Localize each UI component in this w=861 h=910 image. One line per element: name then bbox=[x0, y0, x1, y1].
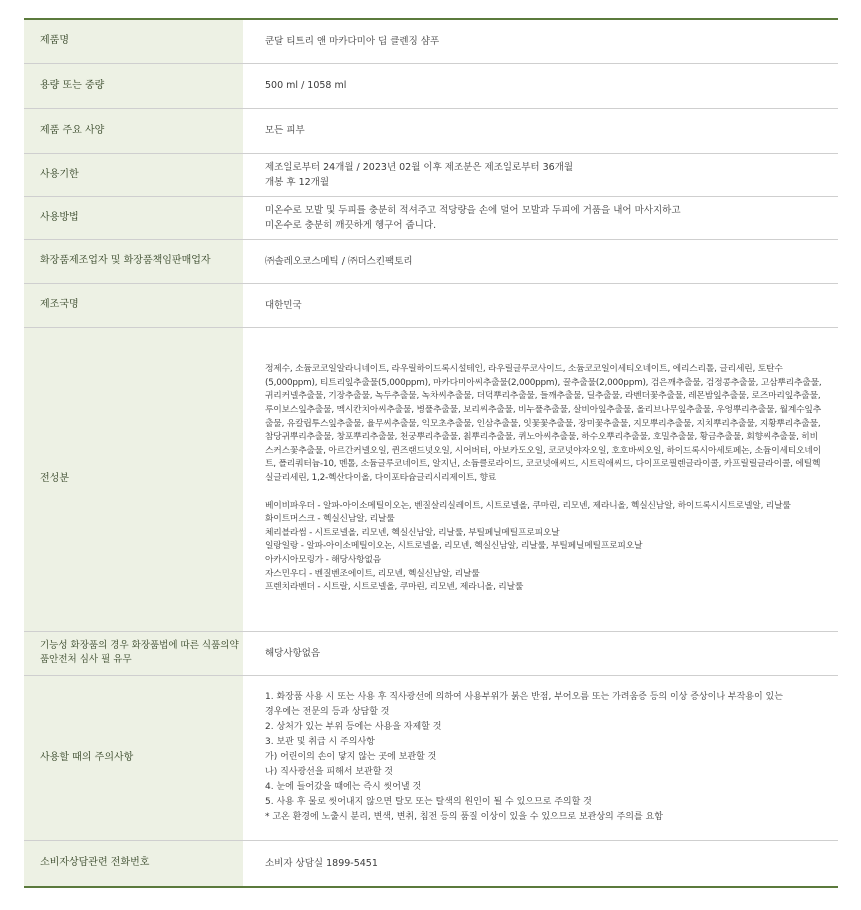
row-label: 사용할 때의 주의사항 bbox=[24, 675, 243, 840]
row-label: 사용기한 bbox=[24, 153, 243, 196]
table-row bbox=[24, 327, 838, 631]
row-label: 소비자상담관련 전화번호 bbox=[24, 840, 243, 887]
row-value: 500 ml / 1058 ml bbox=[243, 63, 838, 108]
spacer bbox=[265, 486, 824, 500]
row-value: 소비자 상담실 1899-5451 bbox=[265, 857, 378, 869]
product-info-notice bbox=[24, 18, 838, 888]
table-row bbox=[24, 153, 838, 196]
table-row bbox=[24, 63, 838, 108]
table-row bbox=[24, 675, 838, 840]
table-row bbox=[24, 631, 838, 675]
row-value: 해당사항없음 bbox=[243, 631, 838, 675]
fragrance-ingredients-list: 베이비파우더 - 알파-아이소메틸이오논, 벤질살리실레이트, 시트로넬올, 쿠마린, 리모넨, 제라니올, 헥실신남알, 하이드록시시트로넬알, 리날룰 화이트머스크 - 헥실신남알, 리날룰 체리블라썸 - 시트로넬올, 리모넨, 헥실신남알, 리날룰, 부틸페닐메틸프로피오날 일랑일랑 - 알파-아이소메틸이오논, 시트로넬올, 리모넨, 헥실신남알, 리날룰, 부틸페닐메틸프로피오날 아카시아모링가 - 해당사항없음 자스민우디 - 벤질벤조에이트, 리모넨, 헥실신남알, 리날룰 프렌치라벤더 - 시트랄, 시트로넬올, 쿠마린, 리모넨, 제라니올, 리날룰 bbox=[265, 500, 791, 593]
ingredients-list: 정제수, 소듐코코일알라니네이트, 라우릴하이드록시설테인, 라우릴글루코사이드, 소듐코코일이세티오네이트, 에리스리톨, 글리세린, 토탄수(5,000ppm), 티트리잎추출물(5,000ppm), 마카다미아씨추출물(2,000ppm), 꿀추출물(2,000ppm), 검은깨추출물, 검정콩추출물, 고삼뿌리추출물, 귀리커넬추출물, 기장추출물, 녹두추출물, 녹차씨추출물, 더덕뿌리추출물, 들깨추출물, 딜추출물, 라벤더꽃추출물, 레몬밤잎추출물, 로즈마리잎추출물, 루이보스잎추출물, 멕시칸치아씨추출물, 병풀추출물, 보리씨추출물, 비누풀추출물, 살비아잎추출물, 올리브나무잎추출물, 우엉뿌리추출물, 월계수잎추출물, 유칼립투스잎추출물, 율무씨추출물, 익모초추출물, 인삼추출물, 잇꽃꽃추출물, 장미꽃추출물, 지모뿌리추출물, 지치뿌리추출물, 지황뿌리추출물, 참당귀뿌리추출물, 창포뿌리추출물, 천궁뿌리추출물, 칡뿌리추출물, 퀴노아씨추출물, 하수오뿌리추출물, 호밀추출물, 황금추출물, 회향씨추출물, 히비스커스꽃추출물, 아르간커넬오일, 퀸즈랜드넛오일, 시어버터, 아보카도오일, 코코넛야자오일, 호호바씨오일, 하이드록시아세토페논, 소듐이세티오네이트, 폴리쿼터늄-10, 멘톨, 소듐글루코네이트, 알지닌, 소듐클로라이드, 코코넛애씨드, 시트릭애씨드, 다이프로필렌글라이콜, 카프릴릴글라이콜, 에틸헥실글리세린, 1,2-헥산다이올, 다이포타슘글리시리제이트, 향료 bbox=[265, 364, 822, 483]
row-value: 모든 피부 bbox=[243, 108, 838, 153]
row-value: 미온수로 모발 및 두피를 충분히 적셔주고 적당량을 손에 덜어 모발과 두피에 거품을 내어 마사지하고 미온수로 충분히 깨끗하게 헹구어 줍니다. bbox=[243, 196, 838, 239]
row-label: 용량 또는 중량 bbox=[24, 63, 243, 108]
table-row bbox=[24, 283, 838, 327]
row-label: 화장품제조업자 및 화장품책임판매업자 bbox=[24, 239, 243, 283]
table-row bbox=[24, 840, 838, 887]
table-row bbox=[24, 196, 838, 239]
row-value: 1. 화장품 사용 시 또는 사용 후 직사광선에 의하여 사용부위가 붉은 반점, 부어오름 또는 가려움증 등의 이상 증상이나 부작용이 있는 경우에는 전문의 등과 상담할 것 2. 상처가 있는 부위 등에는 사용을 자제할 것 3. 보관 및 취급 시 주의사항 가) 어린이의 손이 닿지 않는 곳에 보관할 것 나) 직사광선을 피해서 보관할 것 4. 눈에 들어갔을 때에는 즉시 씻어낼 것 5. 사용 후 물로 씻어내지 않으면 탈모 또는 탈색의 원인이 될 수 있으므로 주의할 것 * 고온 환경에 노출시 분리, 변색, 변취, 침전 등의 품질 이상이 있을 수 있으므로 보관상의 주의를 요함 bbox=[243, 675, 838, 840]
row-value bbox=[243, 327, 838, 631]
row-label: 제조국명 bbox=[24, 283, 243, 327]
row-value: ㈜솔레오코스메틱 / ㈜더스킨팩토리 bbox=[243, 239, 838, 283]
row-value: 대한민국 bbox=[243, 283, 838, 327]
row-label: 기능성 화장품의 경우 화장품법에 따른 식품의약품안전처 심사 필 유무 bbox=[24, 631, 243, 675]
row-value: 쿤달 티트리 앤 마카다미아 딥 클렌징 샴푸 bbox=[243, 19, 838, 63]
table-row bbox=[24, 19, 838, 63]
table-row bbox=[24, 239, 838, 283]
row-label: 전성분 bbox=[24, 327, 243, 631]
row-label: 사용방법 bbox=[24, 196, 243, 239]
table-row bbox=[24, 108, 838, 153]
row-value: 제조일로부터 24개월 / 2023년 02월 이후 제조분은 제조일로부터 36개월 개봉 후 12개월 bbox=[243, 153, 838, 196]
row-label: 제품 주요 사양 bbox=[24, 108, 243, 153]
product-info-table bbox=[24, 18, 838, 888]
row-label: 제품명 bbox=[24, 19, 243, 63]
